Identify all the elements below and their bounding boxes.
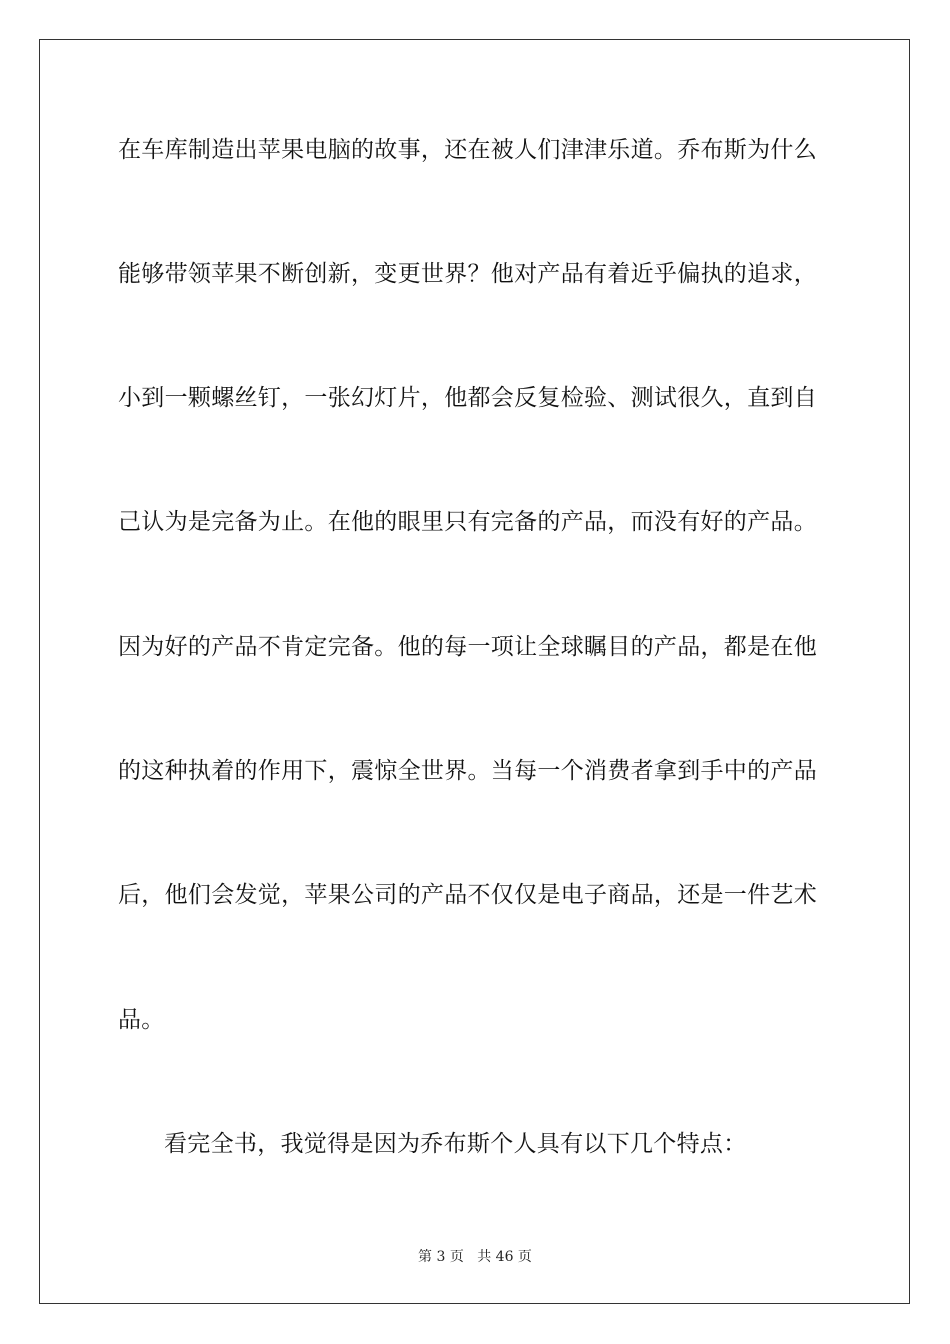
body-text-line: 在车库制造出苹果电脑的故事，还在被人们津津乐道。乔布斯为什么 (118, 137, 817, 163)
body-text-line: 能够带领苹果不断创新，变更世界？他对产品有着近乎偏执的追求， (118, 261, 817, 287)
body-text-line: 的这种执着的作用下，震惊全世界。当每一个消费者拿到手中的产品 (118, 758, 817, 784)
body-text-line: 己认为是完备为止。在他的眼里只有完备的产品，而没有好的产品。 (118, 509, 817, 535)
page-total: 共 46 页 (477, 1249, 532, 1265)
page-number: 第 3 页 (418, 1249, 464, 1265)
body-text-line: 因为好的产品不肯定完备。他的每一项让全球瞩目的产品，都是在他 (118, 634, 817, 660)
body-text-line: 后，他们会发觉，苹果公司的产品不仅仅是电子商品，还是一件艺术 (118, 882, 817, 908)
body-text-line: 小到一颗螺丝钉，一张幻灯片，他都会反复检验、测试很久，直到自 (118, 385, 817, 411)
paragraph-text: 看完全书，我觉得是因为乔布斯个人具有以下几个特点： (164, 1131, 747, 1157)
page-footer (0, 1248, 950, 1266)
page-border (39, 39, 910, 1304)
body-text-line: 品。 (118, 1007, 165, 1033)
